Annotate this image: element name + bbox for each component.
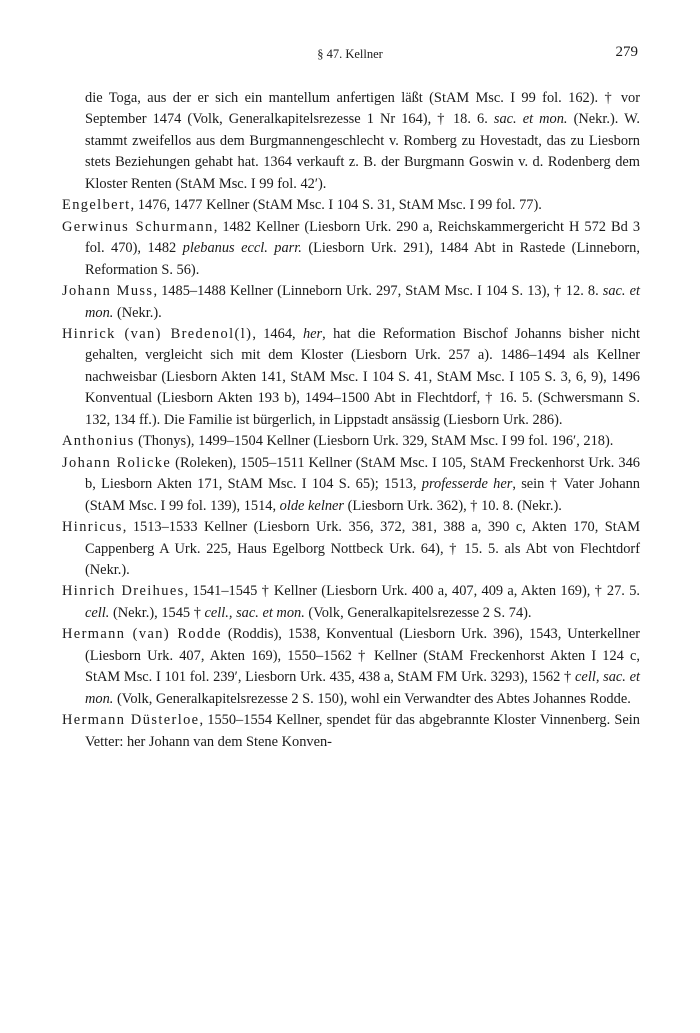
entry-text: , 1482 Kellner (Liesborn Urk. 290 a, Reichskammergericht H 572 Bd 3 fol. 470), 1482 (85, 218, 641, 257)
latin-phrase: olde kelner (279, 497, 345, 514)
register-entry (62, 217, 640, 281)
entry-text: , 1541–1545 † Kellner (Liesborn Urk. 400 a, 407, 409 a, Akten 169), † 27. 5. (184, 583, 640, 600)
entry-name: Engelbert (62, 197, 131, 214)
latin-phrase: sac. et mon. (85, 283, 640, 321)
register-entry (62, 88, 640, 195)
entry-name: Hinrich Dreihues (62, 583, 185, 600)
entry-name: Hermann Düsterloe (62, 712, 200, 729)
register-entry (62, 453, 640, 517)
entry-name: Hinrick (van) Bredenol(l) (62, 325, 253, 342)
entry-text: (Roddis), 1538, Konventual (Liesborn Urk. 396), 1543, Unterkellner (Liesborn Urk. 407, Akten 169), 1550–1562 † Kellner (StAM Freckenhorst Akten I 124 c, StAM Msc. I 101 fol. 239′, Liesborn Urk. 435, 438 a, StAM FM Urk. 3293), 1562 † (85, 626, 640, 686)
entry-text: (Liesborn Urk. 362), † 10. 8. (Nekr.). (344, 497, 562, 514)
entry-name: Hinricus (62, 519, 123, 536)
entry-text: , 1513–1533 Kellner (Liesborn Urk. 356, 372, 381, 388 a, 390 c, Akten 170, StAM Cappenberg A Urk. 225, Haus Egelborg Nottbeck Urk. 64), † 15. 5. als Abt von Flechtdorf (Nekr.). (85, 519, 640, 578)
entry-text: , sein † Vater Johann (StAM Msc. I 99 fol. 139), 1514, (85, 476, 640, 514)
entry-text: , hat die Reformation Bischof Johanns bisher nicht gehalten, vergleicht sich mit dem Kloster (Liesborn Urk. 257 a). 1486–1494 als Kellner nachweisbar (Liesborn Akten 141, StAM Msc. I 104 S. 41, StAM Msc. I 105 S. 3, 6, 9), 1496 Konventual (Liesborn Akten 193 b), 1494–1500 Abt in Flechtdorf, † 16. 5. (Schwersmann S. 132, 134 ff.). Die Familie ist bürgerlich, in Lippstadt ansässig (Liesborn Urk. 286). (85, 325, 640, 428)
entry-name: Gerwinus Schurmann (62, 218, 214, 235)
entry-text: , 1485–1488 Kellner (Linneborn Urk. 297, StAM Msc. I 104 S. 13), † 12. 8. (153, 283, 603, 300)
register-entry (62, 517, 640, 581)
body-text (62, 88, 640, 753)
entry-name: Hermann (van) Rodde (62, 626, 222, 643)
entry-text: die Toga, aus der er sich ein mantellum anfertigen läßt (StAM Msc. I 99 fol. 162). † vor September 1474 (Volk, Generalkapitelsrezesse 1 Nr 164), † 18. 6. (85, 90, 640, 128)
register-entry (62, 324, 640, 431)
entry-text: (Liesborn Urk. 291), 1484 Abt in Rastede (Linneborn, Reformation S. 56). (85, 240, 640, 278)
entry-text: (Roleken), 1505–1511 Kellner (StAM Msc. I 105, StAM Freckenhorst Urk. 346 b, Liesborn Akten 171, StAM Msc. I 104 S. 65); 1513, (85, 454, 640, 493)
entry-name: Johann Rolicke (62, 454, 172, 471)
register-entry (62, 624, 640, 710)
latin-phrase: cell., sac. et mon. (204, 604, 305, 621)
register-entry (62, 195, 640, 216)
running-head (60, 44, 640, 68)
entry-text: (Nekr.). (113, 304, 162, 321)
entry-text: (Volk, Generalkapitelsrezesse 2 S. 150), wohl ein Verwandter des Abtes Johannes Rodde. (113, 690, 631, 707)
entry-name: Anthonius (62, 433, 135, 450)
entry-text: (Volk, Generalkapitelsrezesse 2 S. 74). (304, 604, 532, 621)
register-entry (62, 710, 640, 753)
entry-text: (Nekr.). W. stammt zweifellos aus dem Burgmannengeschlecht v. Romberg zu Hovestadt, das zu Liesborn stets Beziehungen gehabt hat. 1364 verkauft z. B. der Burgmann Goswin v. d. Rodenberg dem Kloster Renten (StAM Msc. I 99 fol. 42′). (85, 111, 640, 192)
entry-text: , 1476, 1477 Kellner (StAM Msc. I 104 S. 31, StAM Msc. I 99 fol. 77). (130, 197, 542, 214)
entry-text: (Thonys), 1499–1504 Kellner (Liesborn Urk. 329, StAM Msc. I 99 fol. 196′, 218). (134, 433, 614, 450)
register-entry (62, 431, 640, 452)
latin-phrase: cell. (85, 604, 110, 621)
latin-phrase: sac. et mon. (493, 111, 568, 128)
register-entry (62, 581, 640, 624)
entry-text: (Nekr.), 1545 † (109, 604, 205, 621)
entry-text: , 1464, (252, 325, 303, 342)
entry-text: , 1550–1554 Kellner, spendet für das abgebrannte Kloster Vinnenberg. Sein Vetter: her Johann van dem Stene Konven- (85, 712, 640, 750)
latin-phrase: her (302, 325, 323, 342)
running-title: § 47. Kellner (317, 47, 383, 61)
register-entry (62, 281, 640, 324)
entry-name: Johann Muss (62, 283, 154, 300)
latin-phrase: plebanus eccl. parr. (182, 240, 302, 257)
page-number: 279 (615, 44, 638, 60)
latin-phrase: cell, sac. et mon. (85, 669, 641, 707)
latin-phrase: professerde her (421, 476, 513, 493)
